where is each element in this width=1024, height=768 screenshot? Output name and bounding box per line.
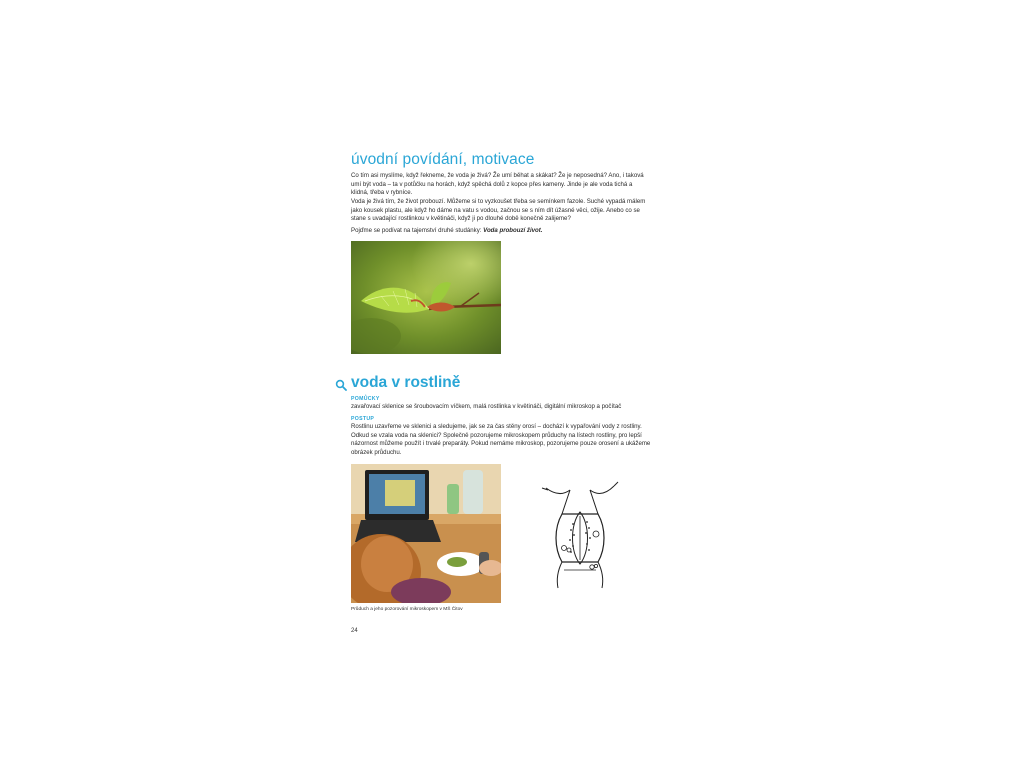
search-icon [335, 379, 347, 391]
leaf-bud-photo [351, 241, 501, 354]
intro-paragraph-3-lead: Pojďme se podívat na tajemství druhé studánky: [351, 227, 484, 234]
pomucky-text: zavařovací sklenice se šroubovacím víčkem, malá rostlinka v květináči, digitální mikroskop a počítač [351, 403, 622, 410]
intro-paragraph-3-emphasis: Voda probouzí život. [483, 227, 543, 234]
postup-text: Rostlinu uzavřeme ve sklenici a sledujeme, jak se za čas stěny orosí – dochází k vypařování vody z rostliny. Odkud se vzala voda na sklenici? Společně pozorujeme mikroskopem průduchy na lístech rostliny, pro lepší názornost můžeme použít i trvalé preparáty. Pokud nemáme mikroskop, pozorujeme pouze orosení a ukážeme obrázek průduchu. [351, 423, 651, 456]
photo-caption: Průduch a jeho pozorování mikroskopem v MŠ Čitov [351, 607, 463, 612]
intro-paragraph-2: Voda je živá tím, že život probouzí. Můžeme si to vyzkoušet třeba se semínkem fazole. Suché vypadá málem jako kousek plastu, ale když ho dáme na vatu s vodou, začnou se s ním dít úžasné věci, ožije. Anebo co se stane s uvadající rostlinkou v květináči, když ji po dlouhé době konečně zalijeme? [351, 198, 646, 223]
section-title-intro: úvodní povídání, motivace [351, 151, 535, 168]
page-number: 24 [351, 628, 358, 634]
postup-label: POSTUP [351, 416, 375, 422]
pomucky-label: POMŮCKY [351, 396, 380, 402]
children-microscope-photo [351, 464, 501, 603]
intro-paragraph-1: Co tím asi myslíme, když řekneme, že voda je živá? Že umí běhat a skákat? Že je neposedná? Ano, i taková umí být voda – ta v potůčku na horách, když spěchá dolů z kopce přes kameny. Jinde je ale voda tichá a klidná, třeba v rybníce. [351, 172, 644, 197]
intro-paragraph-3 [351, 227, 651, 236]
stoma-drawing [540, 478, 620, 592]
section-title-water-in-plant: voda v rostlině [351, 374, 461, 391]
